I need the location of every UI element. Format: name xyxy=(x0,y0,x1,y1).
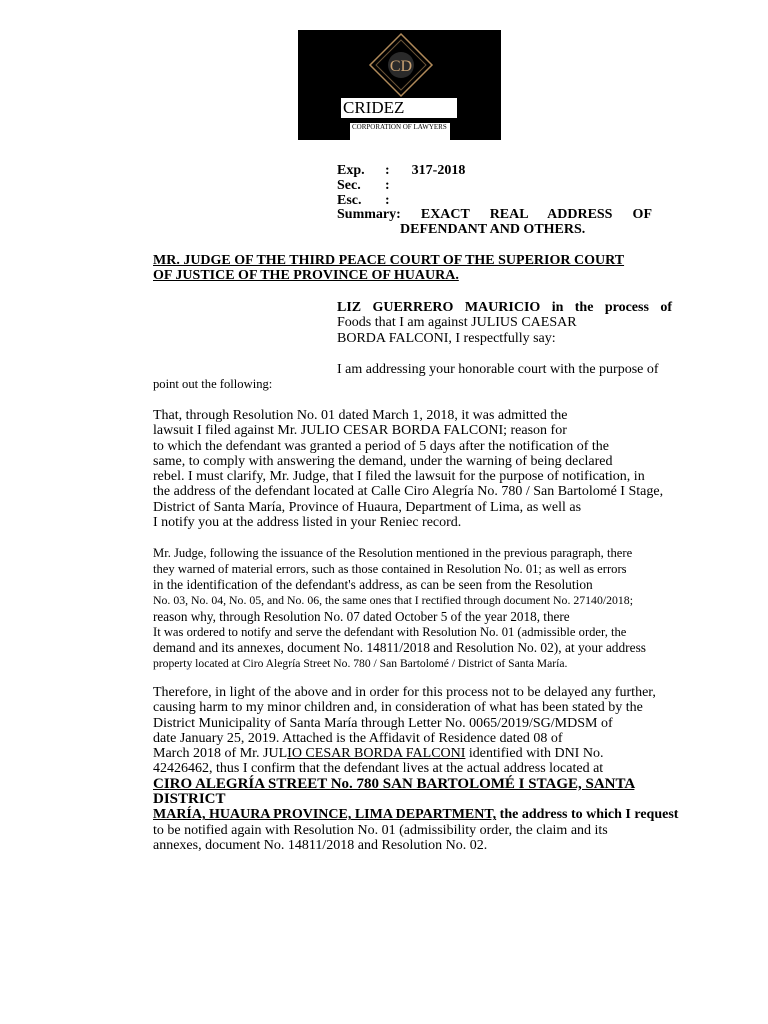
sec-label: Sec. xyxy=(337,178,361,193)
firm-subtitle: CORPORATION OF LAWYERS xyxy=(350,123,450,141)
paragraph-2-line: in the identification of the defendant's address, as can be seen from the Resolution xyxy=(153,577,593,593)
paragraph-2-line: reason why, through Resolution No. 07 dated October 5 of the year 2018, there xyxy=(153,608,570,624)
exp-line xyxy=(337,163,465,178)
intro-name-line: LIZ GUERRERO MAURICIO in the process of xyxy=(337,300,672,315)
paragraph-2 xyxy=(153,546,683,672)
paragraph-2-line: property located at Ciro Alegría Street No. 780 / San Bartolomé / District of Santa María. xyxy=(153,656,568,670)
paragraph-1-line: rebel. I must clarify, Mr. Judge, that I filed the lawsuit for the purpose of notification, in xyxy=(153,469,645,485)
paragraph-2-line: demand and its annexes, document No. 14811/2018 and Resolution No. 02), at your address xyxy=(153,640,647,656)
defendant-name-underlined: IO CESAR BORDA FALCONI xyxy=(287,746,466,762)
esc-label: Esc. xyxy=(337,193,362,208)
firm-name: CRIDEZ xyxy=(341,98,457,118)
esc-line xyxy=(337,193,390,208)
address-line-1 xyxy=(153,777,693,808)
exp-value: 317-2018 xyxy=(411,163,466,178)
paragraph-3-line: District Municipality of Santa María through Letter No. 0065/2019/SG/MDSM of xyxy=(153,715,613,731)
address-underlined-2: MARÍA, HUAURA PROVINCE, LIMA DEPARTMENT, xyxy=(153,807,497,823)
paragraph-1-line: District of Santa María, Province of Huaura, Department of Lima, as well as xyxy=(153,499,582,515)
paragraph-2-line: they warned of material errors, such as those contained in Resolution No. 01; as well as errors xyxy=(153,561,627,576)
svg-text:CD: CD xyxy=(389,58,413,75)
paragraph-1-line: That, through Resolution No. 01 dated March 1, 2018, it was admitted the xyxy=(153,408,568,423)
summary-text-2: DEFENDANT AND OTHERS. xyxy=(400,222,586,237)
paragraph-1-line: same, to comply with answering the demand, under the warning of being declared xyxy=(153,453,613,469)
paragraph-1-line: to which the defendant was granted a period of 5 days after the notification of the xyxy=(153,438,610,454)
summary-line-1 xyxy=(337,207,652,222)
addressing-line-1: I am addressing your honorable court with the purpose of xyxy=(337,362,659,377)
sec-colon: : xyxy=(385,178,390,193)
paragraph-3-text: March 2018 of Mr. JUL xyxy=(153,746,288,762)
summary xyxy=(337,207,652,237)
paragraph-1 xyxy=(153,408,673,530)
paragraph-1-line: I notify you at the address listed in your Reniec record. xyxy=(153,515,462,531)
address-text: the address to which I request xyxy=(496,807,679,823)
address-underlined-1: CIRO ALEGRÍA STREET No. 780 SAN BARTOLOMÉ I STAGE, SANTA xyxy=(153,775,635,792)
paragraph-3 xyxy=(153,685,693,853)
intro xyxy=(337,300,672,346)
address-line-2 xyxy=(153,807,693,822)
addressee-line-2: OF JUSTICE OF THE PROVINCE OF HUAURA. xyxy=(153,268,459,283)
sec-line xyxy=(337,178,390,193)
addressing-line-2: point out the following: xyxy=(153,377,273,391)
address-text: DISTRICT xyxy=(153,791,226,808)
exp-label: Exp. xyxy=(337,163,365,178)
paragraph-2-line: Mr. Judge, following the issuance of the Resolution mentioned in the previous paragraph, there xyxy=(153,546,633,560)
addressee xyxy=(153,253,631,283)
paragraph-3-line: date January 25, 2019. Attached is the Affidavit of Residence dated 08 of xyxy=(153,730,563,746)
summary-label: Summary: xyxy=(337,207,401,222)
exp-colon: : xyxy=(385,163,390,178)
paragraph-3-line: 42426462, thus I confirm that the defendant lives at the actual address located at xyxy=(153,761,604,777)
paragraph-3-text: identified with DNI No. xyxy=(465,746,604,762)
paragraph-2-line: It was ordered to notify and serve the defendant with Resolution No. 01 (admissible order, the xyxy=(153,624,627,639)
paragraph-3-line: annexes, document No. 14811/2018 and Resolution No. 02. xyxy=(153,837,488,853)
intro-line-3: BORDA FALCONI, I respectfully say: xyxy=(337,330,556,346)
paragraph-3-line: to be notified again with Resolution No. 01 (admissibility order, the claim and its xyxy=(153,822,608,838)
intro-line-2: Foods that I am against JULIUS CAESAR xyxy=(337,315,577,331)
summary-text-1: EXACT REAL ADDRESS OF xyxy=(420,207,652,222)
paragraph-3-line: Therefore, in light of the above and in order for this process not to be delayed any further, xyxy=(153,685,656,700)
paragraph-1-line: lawsuit I filed against Mr. JULIO CESAR BORDA FALCONI; reason for xyxy=(153,423,567,439)
paragraph-2-line: No. 03, No. 04, No. 05, and No. 06, the same ones that I rectified through document No. 27140/2018; xyxy=(153,593,633,608)
esc-colon: : xyxy=(385,193,390,208)
paragraph-1-line: the address of the defendant located at Calle Ciro Alegría No. 780 / San Bartolomé I Stage, xyxy=(153,484,664,500)
paragraph-3-line: causing harm to my minor children and, in consideration of what has been stated by the xyxy=(153,700,643,716)
addressee-line-1: MR. JUDGE OF THE THIRD PEACE COURT OF THE SUPERIOR COURT xyxy=(153,253,625,268)
paragraph-3-line-5 xyxy=(153,746,693,761)
